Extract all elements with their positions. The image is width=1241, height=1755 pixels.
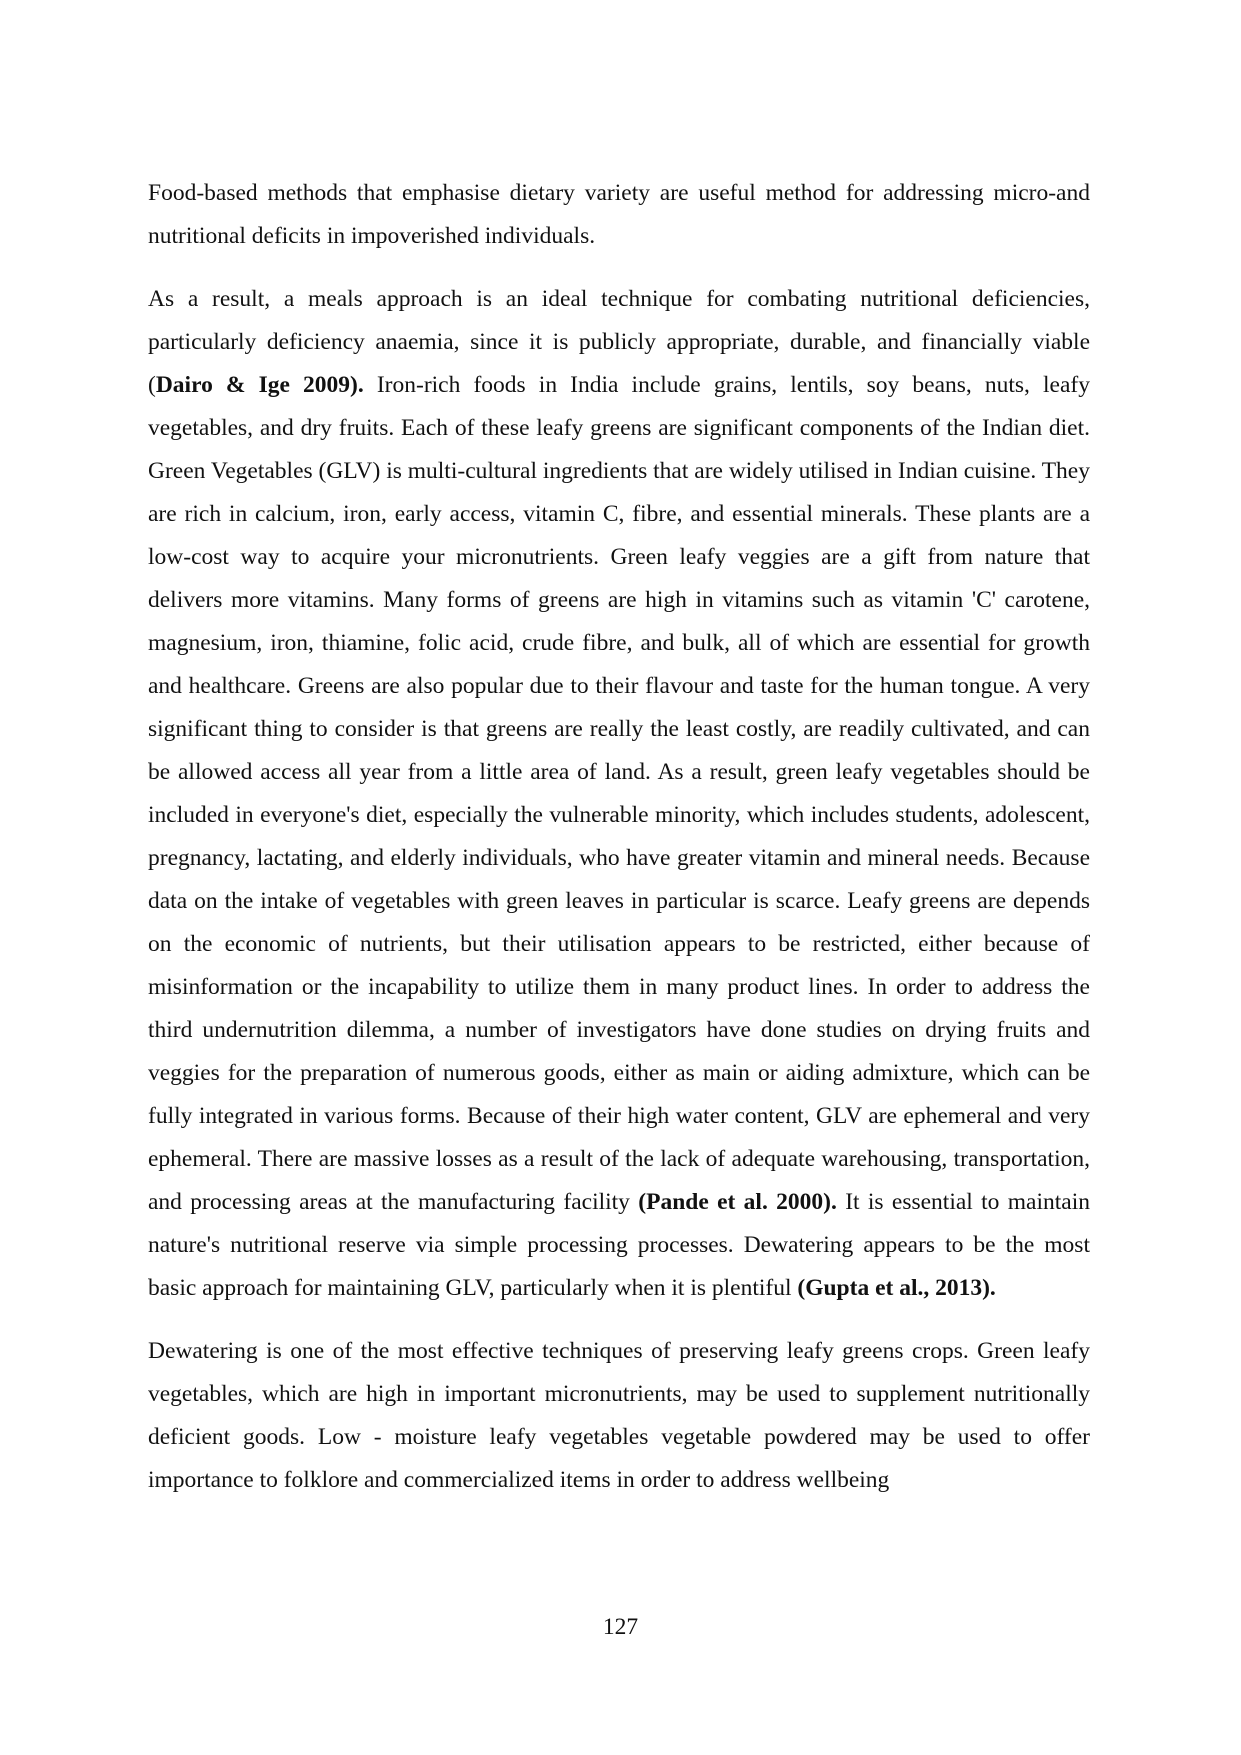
citation-dairo-ige: Dairo & Ige 2009).	[155, 372, 364, 398]
paragraph-2-text-c: It is essential to maintain nature's nutritional reserve via simple processing processes. Dewatering appears to be the most basic approach for maintaining GLV, particularly when it is plentiful	[148, 1189, 1090, 1301]
paragraph-1-text: Food-based methods that emphasise dietary variety are useful method for addressing micro-and nutritional deficits in impoverished individuals.	[148, 180, 1090, 249]
citation-gupta: (Gupta et al., 2013).	[797, 1275, 996, 1301]
page-number: 127	[602, 1614, 639, 1640]
citation-pande: (Pande et al. 2000).	[638, 1189, 837, 1215]
paragraph-3-text: Dewatering is one of the most effective techniques of preserving leafy greens crops. Green leafy vegetables, which are high in important micronutrients, may be used to supplement nutritionally deficient goods. Low - moisture leafy vegetables vegetable powdered may be used to offer importance to folklore and commercialized items in order to address wellbeing	[148, 1338, 1090, 1493]
paragraph-2	[148, 278, 1090, 1310]
paragraph-2-text-b: Iron-rich foods in India include grains, lentils, soy beans, nuts, leafy vegetables, and dry fruits. Each of these leafy greens are significant components of the Indian diet. Green Vegetables (GLV) is multi-cultural ingredients that are widely utilised in Indian cuisine. They are rich in calcium, iron, early access, vitamin C, fibre, and essential minerals. These plants are a low-cost way to acquire your micronutrients. Green leafy veggies are a gift from nature that delivers more vitamins. Many forms of greens are high in vitamins such as vitamin 'C' carotene, magnesium, iron, thiamine, folic acid, crude fibre, and bulk, all of which are essential for growth and healthcare. Greens are also popular due to their flavour and taste for the human tongue. A very significant thing to consider is that greens are really the least costly, are readily cultivated, and can be allowed access all year from a little area of land. As a result, green leafy vegetables should be included in everyone's diet, especially the vulnerable minority, which includes students, adolescent, pregnancy, lactating, and elderly individuals, who have greater vitamin and mineral needs. Because data on the intake of vegetables with green leaves in particular is scarce. Leafy greens are depends on the economic of nutrients, but their utilisation appears to be restricted, either because of misinformation or the incapability to utilize them in many product lines. In order to address the third undernutrition dilemma, a number of investigators have done studies on drying fruits and veggies for the preparation of numerous goods, either as main or aiding admixture, which can be fully integrated in various forms. Because of their high water content, GLV are ephemeral and very ephemeral. There are massive losses as a result of the lack of adequate warehousing, transportation, and processing areas at the manufacturing facility	[148, 372, 1090, 1215]
paragraph-2-text-a: As a result, a meals approach is an ideal technique for combating nutritional deficiencies, particularly deficiency anaemia, since it is publicly appropriate, durable, and financially viable (	[148, 286, 1090, 398]
paragraph-3	[148, 1330, 1090, 1502]
page-body	[148, 172, 1090, 1522]
paragraph-1	[148, 172, 1090, 258]
